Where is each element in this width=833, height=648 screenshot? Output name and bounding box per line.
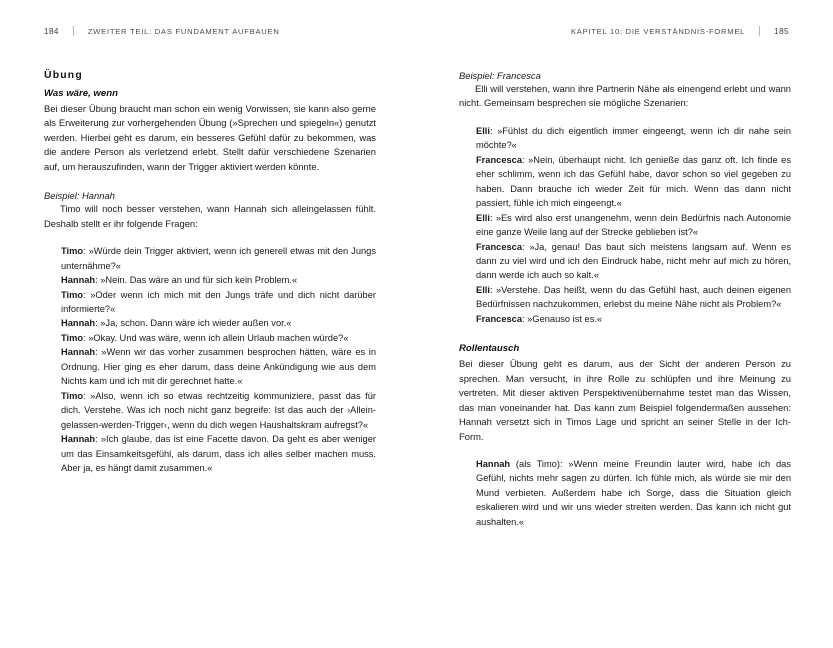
dialog-line (476, 240, 791, 283)
dialog-speaker: Elli (476, 212, 490, 223)
running-head (44, 24, 789, 40)
label-beispiel-hannah: Beispiel: Hannah (44, 190, 115, 202)
dialog-text: : »Nein. Das wäre an und für sich kein Problem.« (95, 275, 298, 286)
dialog-speaker: Francesca (476, 154, 522, 165)
subheading-was-waere-wenn: Was wäre, wenn (44, 88, 118, 99)
dialog-speaker: Hannah (61, 434, 96, 445)
dialog-text: : »Also, wenn ich so etwas rechtzeitig kommuniziere, passt das für dich. Verstehe. Was ich noch nicht ganz begreife: Ist das auch der ›Allein-gelassen-werden-Trigger‹, wenn du dich wegen Haushaltskram aufregst?« (61, 390, 376, 430)
dialog-text: : »Nein, überhaupt nicht. Ich genieße das ganz oft. Ich finde es eher schlimm, wenn ich das Gefühl habe, davor schon so viel gegeben zu haben. Dann brauche ich wieder Zeit für mich. Wenn das dann nicht passiert, fühle ich mich eingeengt.« (476, 154, 791, 209)
dialog-speaker: Timo (61, 246, 84, 257)
dialog-line (61, 288, 376, 317)
heading-rollentausch: Rollentausch (459, 343, 520, 355)
dialog-speaker: Elli (476, 284, 490, 295)
folio-left: 184 (44, 26, 59, 36)
dialog-speaker-role: (als Timo) (510, 458, 560, 469)
dialog-speaker: Timo (61, 289, 84, 300)
label-beispiel-francesca: Beispiel: Francesca (459, 70, 541, 81)
dialog-line (476, 312, 791, 326)
running-head-title-right: KAPITEL 10: DIE VERSTÄNDNIS-FORMEL (570, 26, 746, 36)
dialog-speaker: Francesca (476, 313, 522, 324)
dialog-hannah-als-timo (459, 457, 791, 529)
dialog-line (61, 273, 376, 287)
dialog-text: : »Ich glaube, das ist eine Facette davon. Da geht es aber weniger um das Einsamkeitsgefühl, als darum, dass ich alles selber machen muss. Aber ja, es hängt damit zusammen.« (61, 434, 376, 473)
running-head-title-left: ZWEITER TEIL: DAS FUNDAMENT AUFBAUEN (87, 26, 280, 36)
running-head-left (44, 26, 280, 36)
dialog-text: : »Es wird also erst unangenehm, wenn dein Bedürfnis nach Autonomie eine ganze Weile lang auf der Strecke geblieben ist?« (476, 212, 791, 238)
dialog-line (61, 331, 376, 345)
dialog-line (61, 432, 376, 475)
dialog-line (61, 389, 376, 432)
dialog-speaker: Elli (476, 125, 490, 136)
right-column (459, 70, 791, 529)
dialog-line (61, 244, 376, 273)
dialog-elli-francesca (459, 124, 791, 326)
dialog-text: : »Verstehe. Das heißt, wenn du das Gefühl hast, auch deinen eigenen Bedürfnissen nachzukommen, erlebst du meine Nähe nicht als Problem?« (476, 284, 791, 310)
dialog-line (61, 316, 376, 330)
left-column (44, 70, 376, 475)
dialog-speaker: Hannah (61, 275, 96, 286)
dialog-speaker: Francesca (476, 241, 522, 252)
dialog-hannah-timo (44, 244, 376, 475)
dialog-line (476, 457, 791, 529)
folio-divider-right (759, 26, 760, 36)
paragraph-example-intro: Elli will verstehen, wann ihre Partnerin Nähe als einengend erlebt und wann nicht. Gemeinsam besprechen sie mögliche Szenarien: (459, 83, 791, 109)
dialog-line (61, 345, 376, 388)
paragraph-example-intro: Timo will noch besser verstehen, wann Hannah sich alleingelassen fühlt. Deshalb stellt er ihr folgende Fragen: (44, 203, 376, 229)
dialog-text: : »Ja, schon. Dann wäre ich wieder außen vor.« (95, 318, 292, 329)
dialog-line (476, 211, 791, 240)
dialog-speaker: Timo (61, 332, 84, 343)
dialog-line (476, 153, 791, 211)
dialog-text: : »Wenn meine Freundin lauter wird, habe ich das Gefühl, nichts mehr sagen zu dürfen. Ich fühle mich, als würde sie mir den Mund verbieten. Außerdem habe ich Sorge, dass die Situation gleich eskalieren wird und wir uns wieder streiten werden. Das kann ich nicht gut aushalten.« (476, 458, 792, 527)
dialog-speaker: Hannah (476, 458, 511, 469)
folio-divider-left (73, 26, 74, 36)
dialog-text: : »Würde dein Trigger aktiviert, wenn ich generell etwas mit den Jungs unternähme?« (61, 246, 376, 271)
dialog-text: : »Ja, genau! Das baut sich meistens langsam auf. Wenn es dann zu viel wird und ich den Eindruck habe, nicht mehr auf mich zu hören, dann werde ich auch so kalt.« (476, 241, 791, 281)
running-head-right (571, 26, 789, 36)
paragraph-rollentausch: Bei dieser Übung geht es darum, aus der Sicht der anderen Person zu sprechen. Man versucht, in ihre Rolle zu schlüpfen und ihre Meinung zu vertreten. Mit dieser aktiven Perspektivenübernahme testet man das Wissen, das man voneinander hat. Das kann zum Beispiel folgendermaßen aussehen: Hannah versetzt sich in Timos Lage und spricht an seiner Stelle in der Ich-Form. (459, 358, 791, 442)
dialog-text: : »Fühlst du dich eigentlich immer eingeengt, wenn ich dir nahe sein möchte?« (476, 125, 791, 151)
dialog-line (476, 283, 791, 312)
dialog-line (476, 124, 791, 153)
dialog-speaker: Hannah (61, 347, 96, 358)
paragraph-intro: Bei dieser Übung braucht man schon ein wenig Vorwissen, sie kann also gerne als Erweiterung zur vorhergehenden Übung (»Sprechen und spiegeln«) genutzt werden. Hierbei geht es darum, ein besseres Gefühl dafür zu bekommen, was die andere Person als verletzend erlebt. Stellt dafür verschiedene Szenarien auf, um herauszufinden, wann der Trigger aktiviert werden könnte. (44, 103, 376, 172)
folio-right: 185 (774, 26, 789, 36)
dialog-text: : »Wenn wir das vorher zusammen besprochen hätten, wäre es in Ordnung. Hier ging es eher darum, dass deine Ankündigung wie aus dem Nichts kam und ich mit dir gerechnet hatte.« (61, 347, 376, 387)
dialog-text: : »Okay. Und was wäre, wenn ich allein Urlaub machen würde?« (83, 332, 349, 343)
dialog-speaker: Timo (61, 390, 84, 401)
heading-uebung: Übung (44, 70, 83, 81)
dialog-speaker: Hannah (61, 318, 96, 329)
dialog-text: : »Genauso ist es.« (522, 313, 603, 324)
dialog-text: : »Oder wenn ich mich mit den Jungs träfe und dich nicht darüber informierte?« (61, 289, 376, 314)
